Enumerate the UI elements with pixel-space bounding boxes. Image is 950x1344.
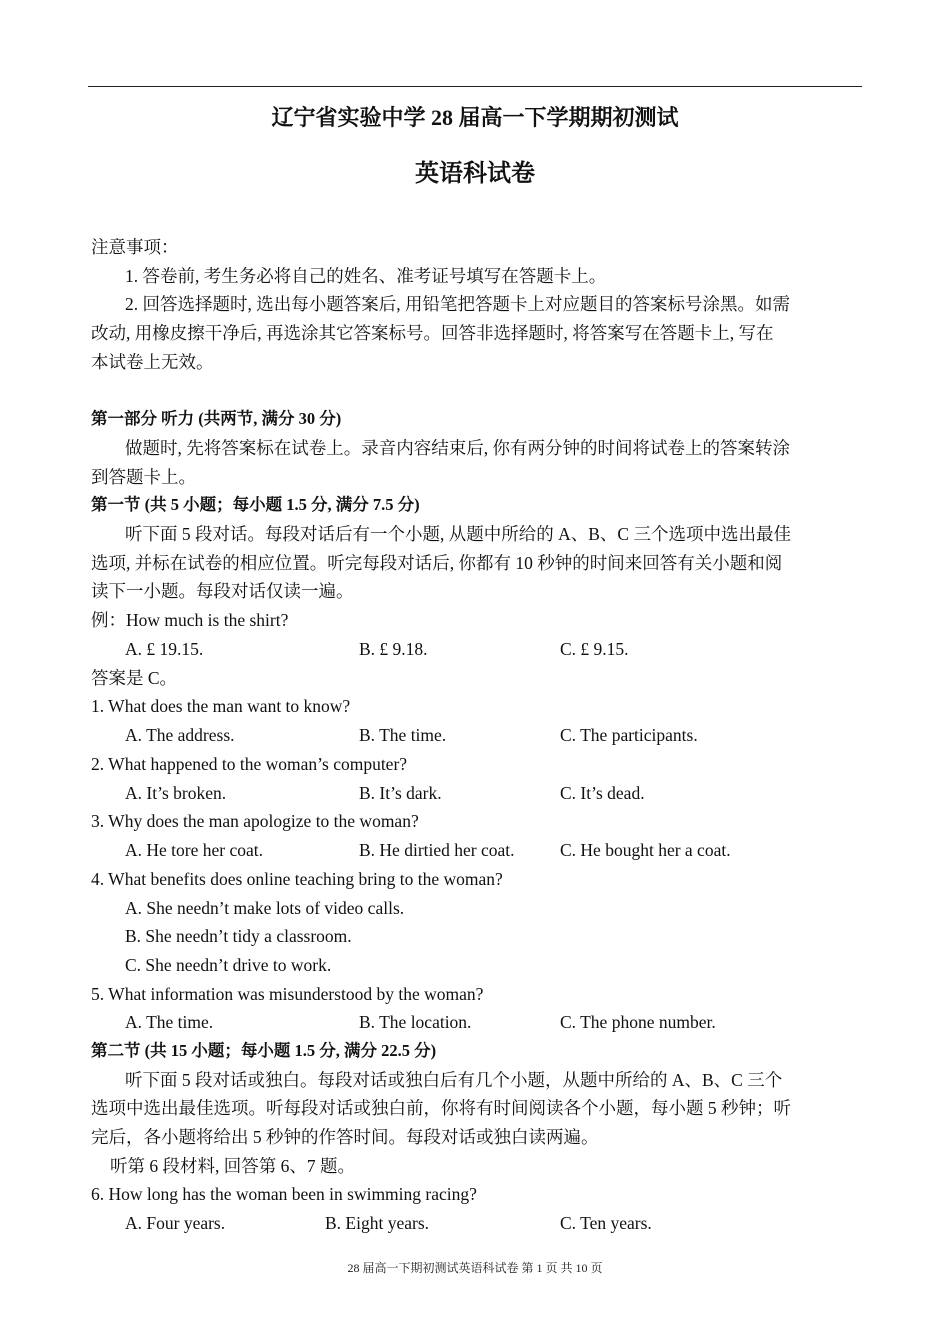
part1-intro-2: 到答题卡上。 bbox=[91, 467, 196, 487]
question-3: 3. Why does the man apologize to the woman? bbox=[91, 811, 419, 831]
notice-line-1: 1. 答卷前, 考生务必将自己的姓名、准考证号填写在答题卡上。 bbox=[125, 266, 607, 286]
section1-heading: 第一节 (共 5 小题；每小题 1.5 分, 满分 7.5 分) bbox=[91, 495, 420, 514]
section1-intro-1: 听下面 5 段对话。每段对话后有一个小题, 从题中所给的 A、B、C 三个选项中选出最佳 bbox=[125, 524, 791, 544]
section2-intro-2: 选项中选出最佳选项。听每段对话或独白前，你将有时间阅读各个小题，每小题 5 秒钟；听 bbox=[91, 1098, 791, 1118]
q2-option-b: B. It’s dark. bbox=[359, 783, 442, 803]
part1-intro-1: 做题时, 先将答案标在试卷上。录音内容结束后, 你有两分钟的时间将试卷上的答案转涂 bbox=[125, 438, 790, 458]
q2-option-c: C. It’s dead. bbox=[560, 783, 645, 803]
question-1: 1. What does the man want to know? bbox=[91, 696, 351, 716]
question-2: 2. What happened to the woman’s computer? bbox=[91, 754, 408, 774]
page-footer: 28 届高一下期初测试英语科试卷 第 1 页 共 10 页 bbox=[347, 1261, 603, 1275]
example-question: 例：How much is the shirt? bbox=[91, 610, 289, 630]
q1-option-b: B. The time. bbox=[359, 725, 447, 745]
notice-heading: 注意事项： bbox=[91, 237, 179, 257]
q5-option-b: B. The location. bbox=[359, 1012, 472, 1032]
q6-option-a: A. Four years. bbox=[125, 1213, 226, 1233]
section2-intro-3: 完后，各小题将给出 5 秒钟的作答时间。每段对话或独白读两遍。 bbox=[91, 1127, 599, 1147]
example-answer: 答案是 C。 bbox=[91, 668, 178, 688]
q2-option-a: A. It’s broken. bbox=[125, 783, 227, 803]
q3-option-a: A. He tore her coat. bbox=[125, 840, 263, 860]
question-6: 6. How long has the woman been in swimming racing? bbox=[91, 1184, 477, 1204]
q5-option-c: C. The phone number. bbox=[560, 1012, 716, 1032]
example-option-c: C. £ 9.15. bbox=[560, 639, 629, 659]
question-4: 4. What benefits does online teaching bring to the woman? bbox=[91, 869, 503, 889]
q4-option-a: A. She needn’t make lots of video calls. bbox=[125, 898, 405, 918]
q1-option-c: C. The participants. bbox=[560, 725, 698, 745]
notice-line-4: 本试卷上无效。 bbox=[91, 352, 214, 372]
material-note: 听第 6 段材料, 回答第 6、7 题。 bbox=[110, 1156, 355, 1176]
notice-line-2: 2. 回答选择题时, 选出每小题答案后, 用铅笔把答题卡上对应题目的答案标号涂黑。如需 bbox=[125, 294, 790, 314]
section1-intro-3: 读下一小题。每段对话仅读一遍。 bbox=[91, 581, 354, 601]
section1-intro-2: 选项, 并标在试卷的相应位置。听完每段对话后, 你都有 10 秒钟的时间来回答有关小题和阅 bbox=[91, 553, 783, 573]
example-option-a: A. £ 19.15. bbox=[125, 639, 204, 659]
q3-option-b: B. He dirtied her coat. bbox=[359, 840, 515, 860]
top-rule bbox=[88, 86, 862, 87]
section2-heading: 第二节 (共 15 小题；每小题 1.5 分, 满分 22.5 分) bbox=[91, 1041, 437, 1060]
q1-option-a: A. The address. bbox=[125, 725, 235, 745]
question-5: 5. What information was misunderstood by the woman? bbox=[91, 984, 484, 1004]
q6-option-b: B. Eight years. bbox=[325, 1213, 430, 1233]
example-option-b: B. £ 9.18. bbox=[359, 639, 428, 659]
notice-line-3: 改动, 用橡皮擦干净后, 再选涂其它答案标号。回答非选择题时, 将答案写在答题卡上, 写在 bbox=[91, 323, 774, 343]
q6-option-c: C. Ten years. bbox=[560, 1213, 652, 1233]
section2-intro-1: 听下面 5 段对话或独白。每段对话或独白后有几个小题，从题中所给的 A、B、C 三个 bbox=[125, 1070, 783, 1090]
exam-title: 辽宁省实验中学 28 届高一下学期期初测试 bbox=[271, 105, 679, 130]
part1-heading: 第一部分 听力 (共两节, 满分 30 分) bbox=[91, 409, 342, 428]
subject-title: 英语科试卷 bbox=[415, 161, 535, 187]
q5-option-a: A. The time. bbox=[125, 1012, 214, 1032]
q3-option-c: C. He bought her a coat. bbox=[560, 840, 731, 860]
q4-option-c: C. She needn’t drive to work. bbox=[125, 955, 332, 975]
q4-option-b: B. She needn’t tidy a classroom. bbox=[125, 926, 352, 946]
